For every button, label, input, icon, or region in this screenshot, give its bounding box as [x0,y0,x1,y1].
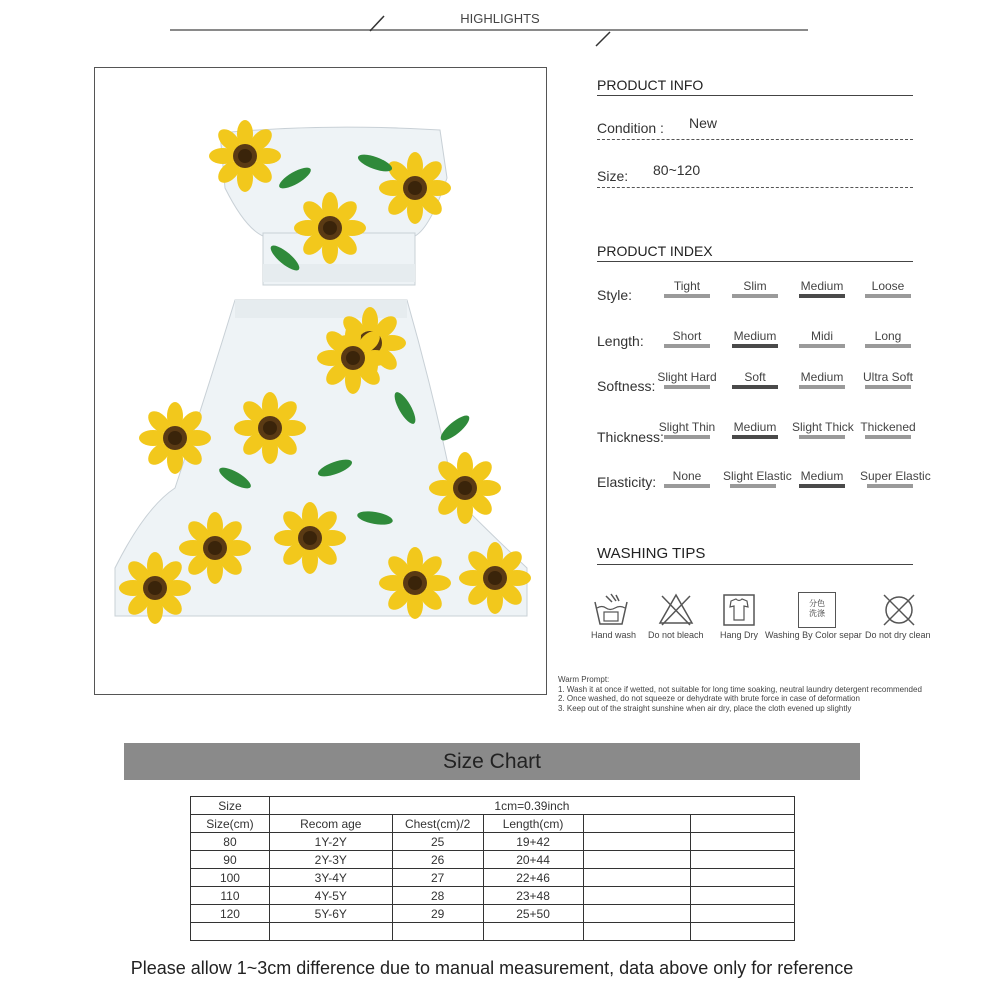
length-label: Length: [597,333,644,349]
header-cell: Size(cm) [191,815,270,833]
thickness-option-medium: Medium [725,420,785,439]
length-option-short: Short [657,329,717,348]
elasticity-option-none: None [657,469,717,488]
elasticity-option-slight-elastic: Slight Elastic [723,469,783,488]
table-cell: 19+42 [483,833,583,851]
length-option-midi: Midi [792,329,852,348]
hang-dry-caption: Hang Dry [720,630,759,640]
table-cell: 2Y-3Y [269,851,392,869]
elasticity-option-super-elastic: Super Elastic [860,469,920,488]
table-cell [583,851,691,869]
style-option-tight: Tight [657,279,717,298]
color-separate-caption: Washing By Color separ [765,630,862,640]
warm-prompt-line: 3. Keep out of the straight sunshine when air dry, place the cloth evened up slightly [558,703,852,713]
table-cell: 3Y-4Y [269,869,392,887]
no-bleach-icon [657,592,695,628]
table-cell [691,905,795,923]
table-cell [269,923,392,941]
table-cell [583,923,691,941]
unit-note: 1cm=0.39inch [269,797,794,815]
hang-dry-icon [720,592,758,628]
header-cell: Length(cm) [483,815,583,833]
table-row [191,833,795,851]
no-bleach-caption: Do not bleach [648,630,704,640]
style-label: Style: [597,287,633,303]
table-cell: Size [191,797,270,815]
table-cell [691,851,795,869]
table-cell: 26 [392,851,483,869]
style-option-slim: Slim [725,279,785,298]
table-cell: 80 [191,833,270,851]
table-row [191,797,795,815]
table-cell: 1Y-2Y [269,833,392,851]
table-cell: 90 [191,851,270,869]
no-dry-clean-caption: Do not dry clean [865,630,931,640]
table-cell: 25+50 [483,905,583,923]
header-cell: Chest(cm)/2 [392,815,483,833]
table-cell [691,923,795,941]
thickness-option-slight-thin: Slight Thin [657,420,717,439]
table-cell: 29 [392,905,483,923]
table-header-row [191,815,795,833]
table-cell: 27 [392,869,483,887]
table-cell: 22+46 [483,869,583,887]
style-option-medium: Medium [792,279,852,298]
table-row [191,887,795,905]
table-cell: 5Y-6Y [269,905,392,923]
warm-prompt-line: 1. Wash it at once if wetted, not suitable for long time soaking, neutral laundry detergent recommended [558,684,922,694]
table-cell [392,923,483,941]
no-dry-clean-icon [880,592,918,628]
size-row [597,162,913,188]
table-row [191,923,795,941]
softness-option-medium: Medium [792,370,852,389]
thickness-option-thickened: Thickened [858,420,918,439]
size-chart-table [190,796,795,941]
length-option-medium: Medium [725,329,785,348]
softness-option-soft: Soft [725,370,785,389]
table-cell [583,833,691,851]
elasticity-option-medium: Medium [792,469,852,488]
hand-wash-caption: Hand wash [591,630,637,640]
style-option-loose: Loose [858,279,918,298]
table-cell: 4Y-5Y [269,887,392,905]
thickness-label: Thickness: [597,429,664,445]
length-option-long: Long [858,329,918,348]
warm-prompt-line: 2. Once washed, do not squeeze or dehydrate with brute force in case of deformation [558,694,860,703]
sunflower-outfit-illustration [95,68,546,694]
measurement-note: Please allow 1~3cm difference due to manual measurement, data above only for reference [130,958,854,978]
softness-label: Softness: [597,378,656,394]
warm-prompt [558,675,922,713]
product-index-title: PRODUCT INDEX [597,243,913,262]
size-value: 80~120 [653,162,701,178]
table-cell: 23+48 [483,887,583,905]
table-cell: 100 [191,869,270,887]
washing-tips-title: WASHING TIPS [597,545,913,565]
header-cell [583,815,691,833]
header-cell: Recom age [269,815,392,833]
table-row [191,869,795,887]
table-cell [191,923,270,941]
condition-row [597,115,913,140]
header-cell [691,815,795,833]
size-label: Size: [597,168,629,184]
table-cell [583,887,691,905]
table-cell [691,887,795,905]
table-cell: 25 [392,833,483,851]
product-photo [94,67,547,695]
color-separate-icon: 分色 洗涤 [798,592,836,628]
table-cell [583,905,691,923]
softness-option-ultra-soft: Ultra Soft [858,370,918,389]
header-title: HIGHLIGHTS [460,11,540,26]
table-cell [691,833,795,851]
thickness-option-slight-thick: Slight Thick [792,420,852,439]
table-cell: 110 [191,887,270,905]
warm-prompt-title: Warm Prompt: [558,675,610,684]
table-cell [691,869,795,887]
table-cell [583,869,691,887]
softness-option-slight-hard: Slight Hard [657,370,717,389]
condition-value: New [689,115,718,131]
table-row [191,905,795,923]
hand-wash-icon [592,592,630,628]
size-chart-title: Size Chart [124,743,860,780]
condition-label: Condition : [597,120,664,136]
table-cell: 20+44 [483,851,583,869]
table-cell: 120 [191,905,270,923]
table-cell: 28 [392,887,483,905]
table-cell [483,923,583,941]
product-info-title: PRODUCT INFO [597,77,913,96]
table-row [191,851,795,869]
elasticity-label: Elasticity: [597,474,657,490]
